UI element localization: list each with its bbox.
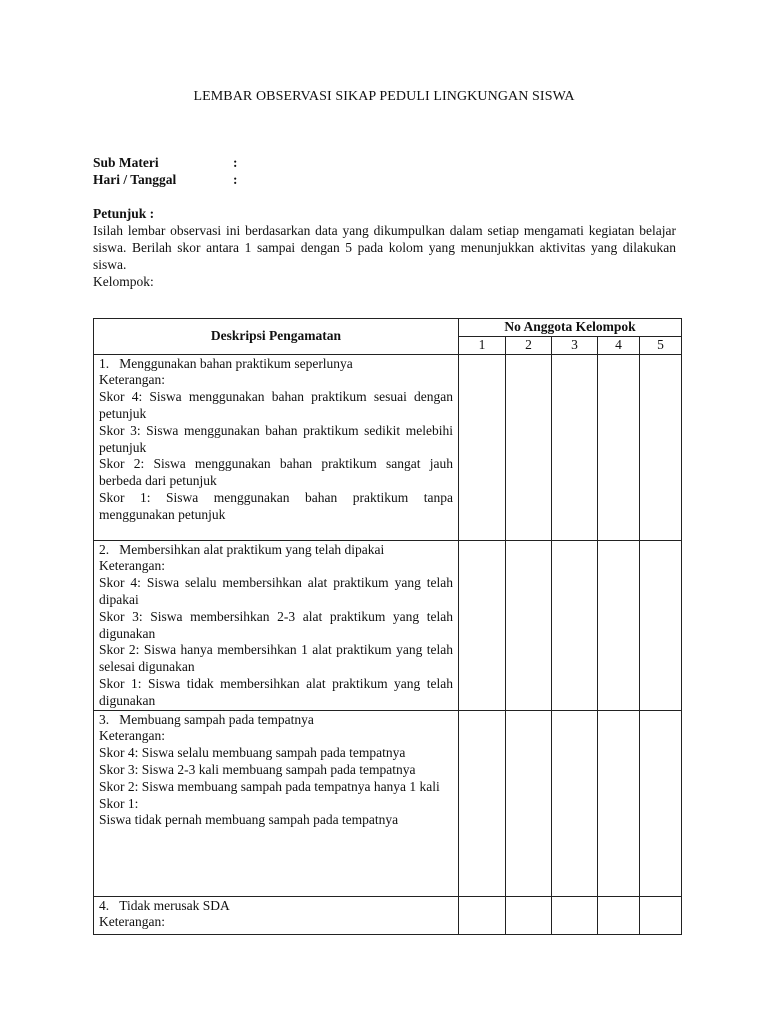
observation-line: Keterangan: [99, 372, 165, 388]
score-cell[interactable] [552, 354, 598, 540]
observation-line: Skor 3: Siswa menggunakan bahan praktikum sedikit melebihi petunjuk [99, 422, 453, 455]
document-title: LEMBAR OBSERVASI SIKAP PEDULI LINGKUNGAN SISWA [193, 89, 575, 104]
observation-table [93, 318, 682, 935]
observation-line: Keterangan: [99, 914, 165, 930]
meta-label: Hari / Tanggal [93, 172, 177, 187]
score-cell[interactable] [640, 896, 682, 934]
table-header-row [94, 319, 682, 337]
score-cell[interactable] [459, 896, 506, 934]
column-header-description: Deskripsi Pengamatan [94, 319, 459, 355]
observation-line: Skor 1: [99, 795, 139, 811]
score-cell[interactable] [459, 540, 506, 710]
observation-line: Skor 2: Siswa menggunakan bahan praktikum sangat jauh berbeda dari petunjuk [99, 456, 453, 489]
score-cell[interactable] [552, 896, 598, 934]
score-cell[interactable] [598, 710, 640, 896]
meta-separator: : [233, 172, 238, 187]
observation-line: Skor 2: Siswa hanya membersihkan 1 alat praktikum yang telah selesai digunakan [99, 642, 453, 675]
score-cell[interactable] [506, 354, 552, 540]
meta-separator: : [233, 155, 238, 170]
score-cell[interactable] [640, 540, 682, 710]
observation-line: Skor 4: Siswa selalu membuang sampah pada tempatnya [99, 745, 406, 761]
observation-line: Skor 3: Siswa membersihkan 2-3 alat praktikum yang telah digunakan [99, 608, 453, 641]
group-label: Kelompok: [93, 274, 154, 289]
meta-fields [93, 154, 238, 188]
table-row [94, 896, 682, 934]
observation-description [94, 896, 459, 934]
observation-heading: 3. Membuang sampah pada tempatnya [99, 711, 314, 727]
observation-description [94, 354, 459, 540]
member-number: 3 [552, 336, 598, 354]
score-cell[interactable] [552, 540, 598, 710]
instructions [93, 205, 676, 290]
instructions-heading: Petunjuk : [93, 206, 155, 221]
instructions-text: Isilah lembar observasi ini berdasarkan data yang dikumpulkan dalam setiap mengamati kegiatan belajar siswa. Berilah skor antara 1 sampai dengan 5 pada kolom yang menunjukkan aktivitas yang dilakukan siswa. [93, 223, 676, 272]
observation-line: Keterangan: [99, 728, 165, 744]
score-cell[interactable] [506, 710, 552, 896]
observation-description [94, 710, 459, 896]
observation-line: Skor 4: Siswa menggunakan bahan praktikum sesuai dengan petunjuk [99, 389, 453, 421]
score-cell[interactable] [640, 354, 682, 540]
score-cell[interactable] [506, 896, 552, 934]
member-number: 5 [640, 336, 682, 354]
observation-line: Siswa tidak pernah membuang sampah pada tempatnya [99, 812, 399, 828]
table-row [94, 710, 682, 896]
member-number: 4 [598, 336, 640, 354]
score-cell[interactable] [552, 710, 598, 896]
score-cell[interactable] [459, 354, 506, 540]
observation-line: Skor 1: Siswa tidak membersihkan alat praktikum yang telah digunakan [99, 675, 453, 708]
column-header-members: No Anggota Kelompok [459, 319, 682, 337]
member-number: 1 [459, 336, 506, 354]
member-number: 2 [506, 336, 552, 354]
meta-row-hari-tanggal [93, 171, 238, 188]
observation-heading: 1. Menggunakan bahan praktikum seperlunya [99, 355, 353, 371]
meta-row-sub-materi [93, 154, 238, 171]
observation-heading: 2. Membersihkan alat praktikum yang telah dipakai [99, 541, 385, 557]
observation-line: Skor 2: Siswa membuang sampah pada tempatnya hanya 1 kali [99, 778, 440, 794]
observation-line: Skor 4: Siswa selalu membersihkan alat praktikum yang telah dipakai [99, 575, 453, 607]
meta-label: Sub Materi [93, 155, 159, 170]
observation-description [94, 540, 459, 710]
score-cell[interactable] [506, 540, 552, 710]
score-cell[interactable] [598, 354, 640, 540]
observation-line: Skor 3: Siswa 2-3 kali membuang sampah pada tempatnya [99, 761, 416, 777]
table-row [94, 540, 682, 710]
observation-heading: 4. Tidak merusak SDA [99, 897, 230, 913]
observation-line: Keterangan: [99, 558, 165, 574]
score-cell[interactable] [459, 710, 506, 896]
table-row [94, 354, 682, 540]
observation-line: Skor 1: Siswa menggunakan bahan praktikum tanpa menggunakan petunjuk [99, 489, 453, 522]
score-cell[interactable] [598, 896, 640, 934]
score-cell[interactable] [640, 710, 682, 896]
score-cell[interactable] [598, 540, 640, 710]
